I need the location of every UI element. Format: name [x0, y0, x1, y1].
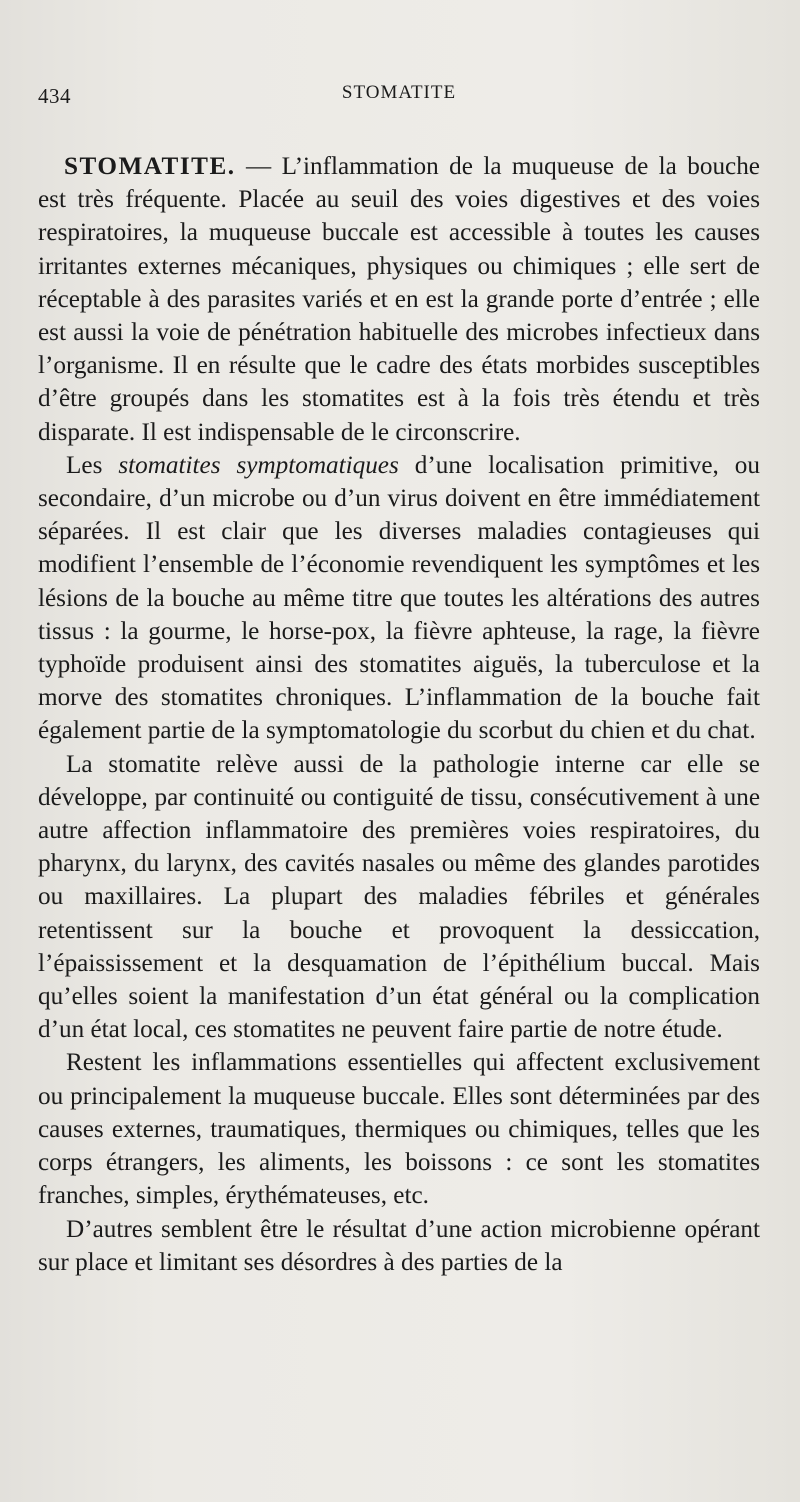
paragraph-symptomatic [38, 449, 760, 748]
entry-heading: STOMATITE. [64, 153, 236, 180]
paragraph-text: d’une localisation primitive, ou secondaire, d’un microbe ou d’un virus doivent en être immédiatement séparées. Il est clair que les diverses maladies contagieuses qui modifient l’ensemble de l’économie revendiquent les symptômes et les lésions de la bouche au même titre que toutes les altérations des autres tissus : la gourme, le horse-pox, la fièvre aphteuse, la rage, la fièvre typhoïde produisent ainsi des stomatites aiguës, la tuberculose et la morve des stomatites chroniques. L’inflammation de la bouche fait également partie de la symptomatologie du scorbut du chien et du chat. [38, 451, 760, 745]
body-text [38, 150, 760, 1279]
running-head [38, 78, 760, 118]
paragraph-intro [38, 150, 760, 449]
paragraph-internal-pathology: La stomatite relève aussi de la pathologie interne car elle se développe, par continuité ou contiguité de tissu, consécutivement à une autre affection inflammatoire des premières voies respiratoires, du pharynx, du larynx, des cavités nasales ou même des glandes parotides ou maxillaires. La plupart des maladies fébriles et générales retentissent sur la bouche et provoquent la dessiccation, l’épaississement et la desquamation de l’épithélium buccal. Mais qu’elles soient la manifestation d’un état général ou la complication d’un état local, ces stomatites ne peuvent faire partie de notre étude. [38, 750, 760, 1044]
running-title: STOMATITE [341, 82, 457, 103]
italic-term: stomatites symptomatiques [118, 451, 399, 479]
paragraph-microbial: D’autres semblent être le résultat d’une action microbienne opérant sur place et limitant ses désordres à des parties de la [38, 1215, 760, 1276]
page-number: 434 [38, 84, 71, 108]
paragraph-text: — L’inflammation de la muqueuse de la bouche est très fréquente. Placée au seuil des voies digestives et des voies respiratoires, la muqueuse buccale est accessible à toutes les causes irritantes externes mécaniques, physiques ou chimiques ; elle sert de réceptable à des parasites variés et en est la grande porte d’entrée ; elle est aussi la voie de pénétration habituelle des microbes infectieux dans l’organisme. Il en résulte que le cadre des états morbides susceptibles d’être groupés dans les stomatites est à la fois très étendu et très disparate. Il est indispensable de le circonscrire. [38, 153, 760, 446]
paragraph-essential-inflammations: Restent les inflammations essentielles qui affectent exclusivement ou principalement la muqueuse buccale. Elles sont déterminées par des causes externes, traumatiques, thermiques ou chimiques, telles que les corps étrangers, les aliments, les boissons : ce sont les stomatites franches, simples, érythémateuses, etc. [38, 1049, 760, 1210]
paragraph-lead: Les [66, 451, 119, 479]
